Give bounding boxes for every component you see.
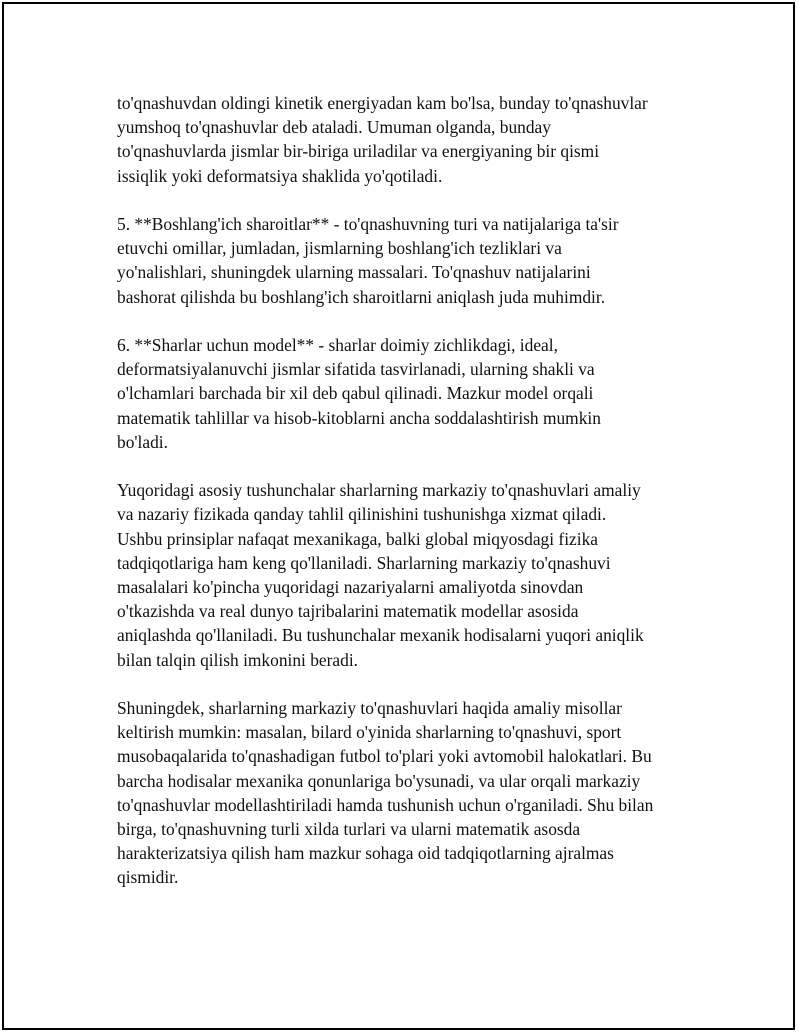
text-line: bilan talqin qilish imkonini beradi. (117, 649, 359, 670)
text-line: Yuqoridagi asosiy tushunchalar sharlarning markaziy to'qnashuvlari amaliy (117, 480, 641, 501)
text-line: yumshoq to'qnashuvlar deb ataladi. Umuman olganda, bunday (117, 117, 551, 138)
text-line: Shuningdek, sharlarning markaziy to'qnashuvlari haqida amaliy misollar (117, 698, 622, 719)
text-line: aniqlashda qo'llaniladi. Bu tushunchalar mexanik hodisalarni yuqori aniqlik (117, 625, 644, 646)
text-line: birga, to'qnashuvning turli xilda turlari va ularni matematik asosda (117, 819, 581, 840)
text-line: to'qnashuvlar modellashtiriladi hamda tushunish uchun o'rganiladi. Shu bilan (117, 794, 654, 815)
text-line: 6. **Sharlar uchun model** - sharlar doimiy zichlikdagi, ideal, (117, 335, 558, 355)
text-line: barcha hodisalar mexanika qonunlariga bo'ysunadi, va ular orqali markaziy (117, 770, 641, 791)
text-line: matematik tahlillar va hisob-kitoblarni ancha soddalashtirish mumkin (117, 407, 601, 428)
paragraph-1 (117, 91, 697, 188)
text-line: to'qnashuvdan oldingi kinetik energiyadan kam bo'lsa, bunday to'qnashuvlar (117, 93, 648, 113)
text-line: to'qnashuvlarda jismlar bir-biriga uriladilar va energiyaning bir qismi (117, 141, 600, 162)
text-line: masalalari ko'pincha yuqoridagi nazariyalarni amaliyotda sinovdan (117, 577, 584, 598)
text-line: issiqlik yoki deformatsiya shaklida yo'qotiladi. (117, 165, 443, 186)
text-line: Ushbu prinsiplar nafaqat mexanikaga, balki global miqyosdagi fizika (117, 528, 599, 549)
paragraph-2 (117, 212, 697, 309)
text-line: keltirish mumkin: masalan, bilard o'yinida sharlarning to'qnashuvi, sport (117, 722, 622, 743)
text-line: tadqiqotlariga ham keng qo'llaniladi. Sharlarning markaziy to'qnashuvi (117, 552, 611, 573)
text-line: va nazariy fizikada qanday tahlil qilinishini tushunishga xizmat qiladi. (117, 504, 607, 525)
text-line: o'tkazishda va real dunyo tajribalarini matematik modellar asosida (117, 601, 579, 622)
document-body (117, 91, 697, 914)
text-line: harakterizatsiya qilish ham mazkur sohaga oid tadqiqotlarning ajralmas (117, 843, 614, 864)
text-line: yo'nalishlari, shuningdek ularning massalari. To'qnashuv natijalarini (117, 262, 591, 283)
paragraph-5 (117, 696, 697, 890)
text-line: bashorat qilishda bu boshlang'ich sharoitlarni aniqlash juda muhimdir. (117, 286, 606, 307)
text-line: o'lchamlari barchada bir xil deb qabul qilinadi. Mazkur model orqali (117, 383, 594, 404)
text-line: qismidir. (117, 867, 179, 888)
paragraph-3 (117, 333, 697, 454)
text-line: musobaqalarida to'qnashadigan futbol to'plari yoki avtomobil halokatlari. Bu (117, 746, 652, 767)
text-line: deformatsiyalanuvchi jismlar sifatida tasvirlanadi, ularning shakli va (117, 359, 595, 380)
text-line: bo'ladi. (117, 431, 168, 452)
paragraph-4 (117, 478, 697, 672)
text-line: 5. **Boshlang'ich sharoitlar** - to'qnashuvning turi va natijalariga ta'sir (117, 214, 619, 234)
text-line: etuvchi omillar, jumladan, jismlarning boshlang'ich tezliklari va (117, 238, 562, 259)
